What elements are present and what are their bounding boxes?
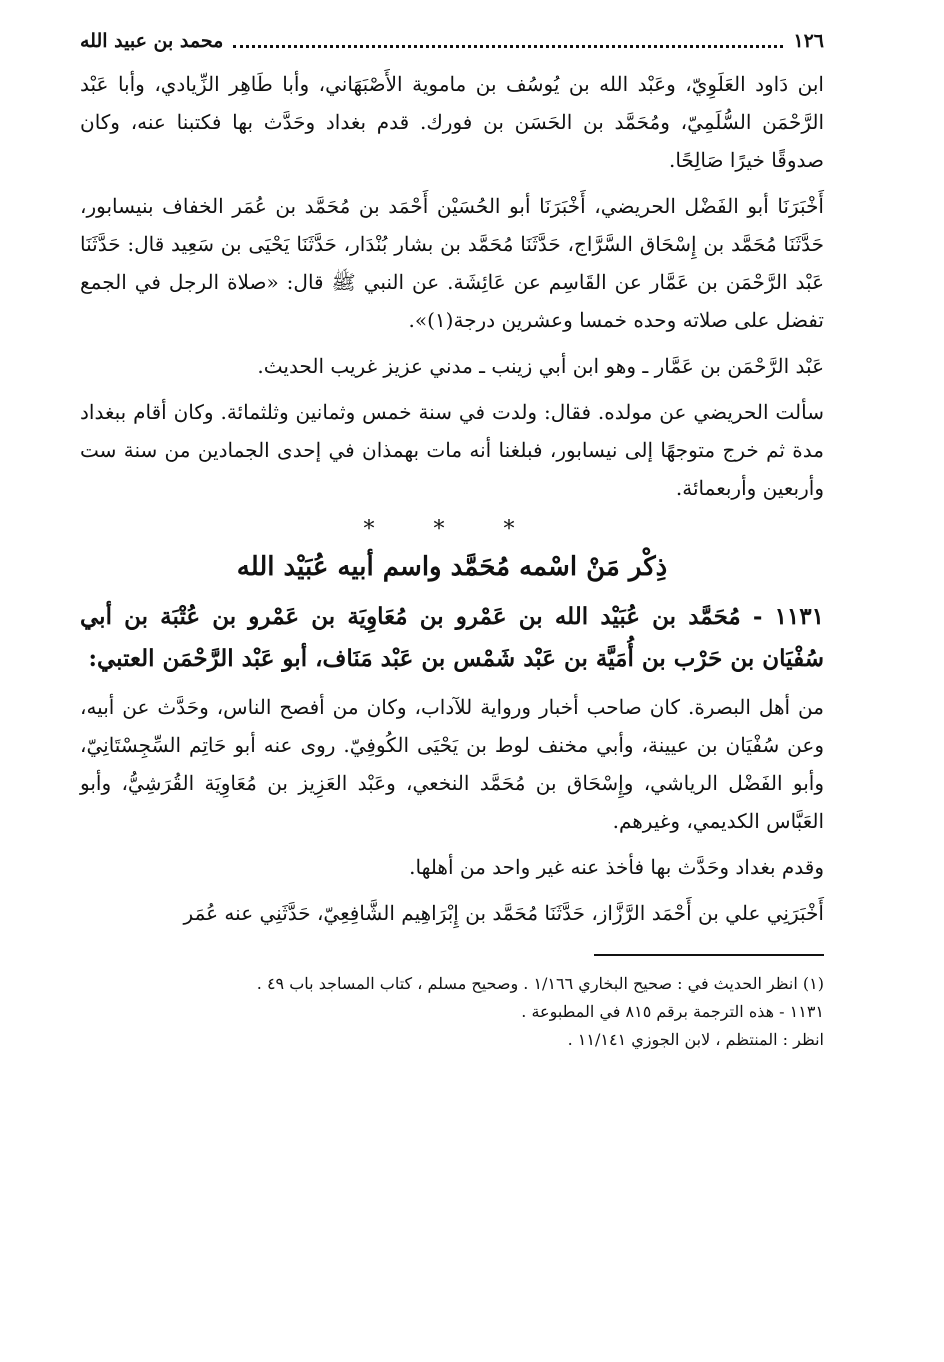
footnote-3: انظر : المنتظم ، لابن الجوزي ١١/١٤١ . [567, 1030, 824, 1049]
footnote-2: ١١٣١ - هذه الترجمة برقم ٨١٥ في المطبوعة . [521, 1002, 824, 1021]
footnote-divider [594, 954, 824, 956]
header-dotted-leader [233, 35, 783, 48]
entry-paragraph-1: من أهل البصرة. كان صاحب أخبار ورواية للآداب، وكان من أفصح الناس، وحَدَّث عن أبيه، وعن سُفْيَان بن عيينة، وأبي مخنف لوط بن يَحْيَى الكُوفِيّ. روى عنه أبو حَاتِم السِّجِسْتَانِيّ، وأبو الفَضْل الرياشي، وإِسْحَاق بن مُحَمَّد النخعي، وعَبْد العَزِيز بن مُعَاوِيَة القُرَشِيُّ، وأبو العَبَّاس الكديمي، وغيرهم. [80, 695, 824, 833]
running-header [80, 30, 824, 59]
body-paragraph-1: ابن دَاود العَلَوِيّ، وعَبْد الله بن يُوسُف بن ماموية الأَصْبَهَاني، وأبا طَاهِر الزِّيادي، وأبا عَبْد الرَّحْمَن السُّلَمِيّ، ومُحَمَّد بن الحَسَن بن فورك. قدم بغداد وحَدَّث بها فكتبنا عنه، وكان صدوقًا خيرًا صَالِحًا. [80, 72, 824, 172]
entry-paragraph-2: وقدم بغداد وحَدَّث بها فأخذ عنه غير واحد من أهلها. [409, 855, 824, 879]
entry-paragraph-3: أَخْبَرَنِي علي بن أَحْمَد الرَّزَّاز، حَدَّثَنَا مُحَمَّد بن إِبْرَاهِيم الشَّافِعِيّ، حَدَّثَنِي عنه عُمَر [183, 901, 824, 925]
body-paragraph-4: سألت الحريضي عن مولده. فقال: ولدت في سنة خمس وثمانين وثلثمائة. وكان أقام ببغداد مدة ثم خرج متوجهًا إلى نيسابور، فبلغنا أنه مات بهمذان في إحدى الجمادين من سنة ست وأربعين وأربعمائة. [80, 400, 824, 500]
body-paragraph-2: أَخْبَرَنَا أبو الفَضْل الحريضي، أَخْبَرَنَا أبو الحُسَيْن أَحْمَد بن مُحَمَّد بن عُمَر الخفاف بنيسابور، حَدَّثَنَا مُحَمَّد بن إِسْحَاق السَّرَّاج، حَدَّثَنَا مُحَمَّد بن بشار بُنْدَار، حَدَّثَنَا يَحْيَى بن سَعِيد قال: حَدَّثَنَا عَبْد الرَّحْمَن بن عَمَّار عن القَاسِم عن عَائِشَة. عن النبي ﷺ قال: «صلاة الرجل في الجمع تفضل على صلاته وحده خمسا وعشرين درجة(١)». [80, 194, 825, 332]
body-paragraph-3: عَبْد الرَّحْمَن بن عَمَّار ـ وهو ابن أبي زينب ـ مدني عزيز غريب الحديث. [257, 354, 824, 378]
running-title: محمد بن عبيد الله [80, 30, 224, 52]
section-separator: * * * [363, 517, 541, 542]
section-heading: ذِكْر مَنْ اسْمه مُحَمَّد واسم أبيه عُبَيْد الله [236, 552, 668, 582]
page-number: ١٢٦ [793, 30, 824, 52]
footnote-1: (١) انظر الحديث في : صحيح البخاري ١/١٦٦ . وصحيح مسلم ، كتاب المساجد باب ٤٩ . [256, 974, 824, 993]
entry-heading: ١١٣١ - مُحَمَّد بن عُبَيْد الله بن عَمْرو بن مُعَاوِيَة بن عَمْرو بن عُتْبَة بن أبي سُفْيَان بن حَرْب بن أُمَيَّة بن عَبْد شَمْس بن عَبْد مَنَاف، أبو عَبْد الرَّحْمَن العتبي: [80, 603, 824, 672]
book-page [80, 30, 824, 1054]
